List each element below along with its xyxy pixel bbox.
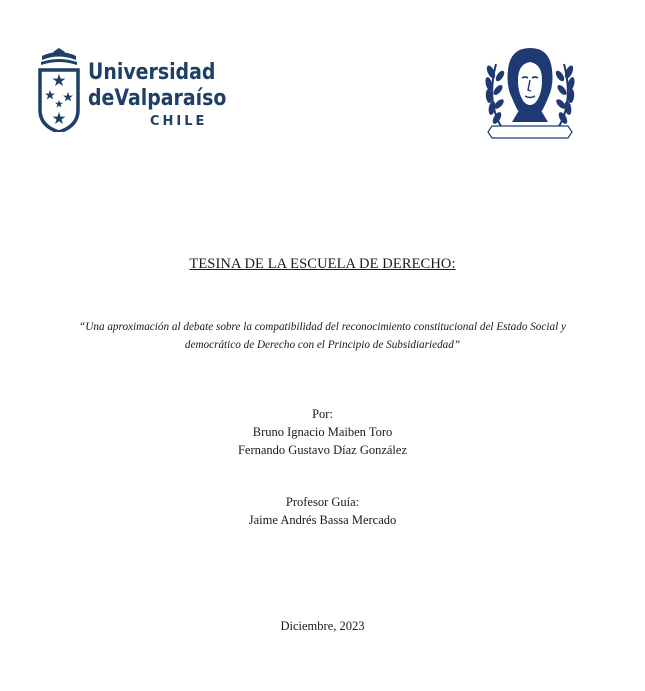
author-name: Bruno Ignacio Maiben Toro <box>252 425 393 439</box>
university-name-line2: deValparaíso <box>88 86 227 111</box>
university-logo <box>36 48 226 138</box>
thesis-subtitle <box>0 318 645 354</box>
author-name: Fernando Gustavo Díaz González <box>237 443 408 457</box>
university-name-line1: Universidad <box>88 60 216 85</box>
advisor-block <box>0 493 645 529</box>
thesis-title: TESINA DE LA ESCUELA DE DERECHO: <box>189 256 456 272</box>
university-emblem-icon <box>36 48 82 132</box>
advisor-name: Jaime Andrés Bassa Mercado <box>248 513 397 527</box>
subtitle-line-1: “Una aproximación al debate sobre la compatibilidad del reconocimiento constitucional del Estado Social y <box>79 321 566 333</box>
university-country: CHILE <box>150 114 208 129</box>
university-wordmark <box>88 62 249 128</box>
faculty-seal-icon <box>482 42 578 140</box>
authors-label: Por: <box>312 407 333 421</box>
authors-block <box>0 405 645 459</box>
subtitle-line-2: democrático de Derecho con el Principio de Subsidiariedad” <box>184 339 461 351</box>
thesis-date: Diciembre, 2023 <box>280 619 365 633</box>
advisor-label: Profesor Guía: <box>285 495 360 509</box>
